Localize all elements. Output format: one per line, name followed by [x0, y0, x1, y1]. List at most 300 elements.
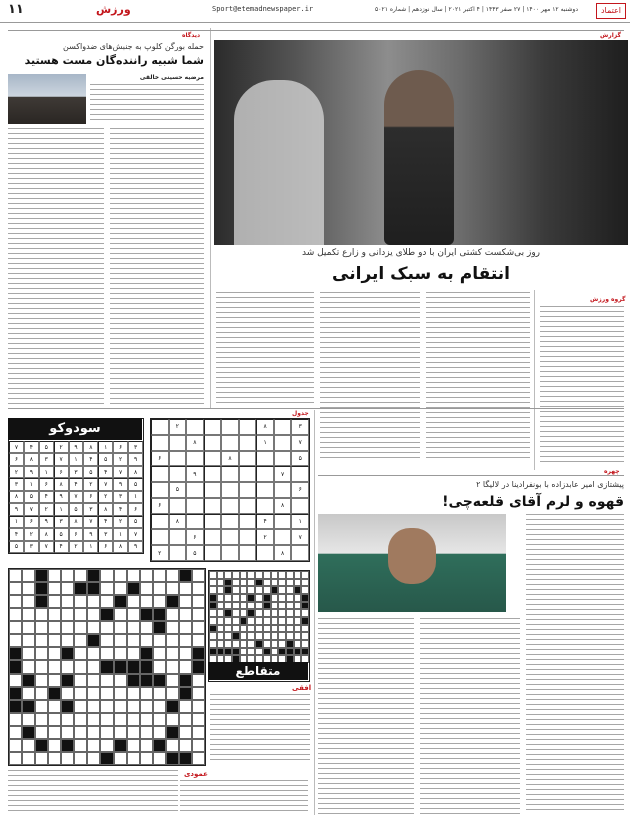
sudoku-cell: ۳ [39, 453, 54, 465]
crossword-cell [263, 640, 271, 648]
sudoku-cell: ۵ [69, 503, 84, 515]
crossword-cell [166, 700, 179, 713]
crossword-cell [209, 648, 217, 656]
sudoku-cell: ۷ [24, 503, 39, 515]
sudoku-cell: ۳ [24, 541, 39, 553]
crossword-cell [61, 647, 74, 660]
sudoku-cell: ۱ [83, 541, 98, 553]
crossword-cell [301, 602, 309, 610]
sudoku-cell: ۶ [54, 466, 69, 478]
sudoku-cell: ۷ [274, 466, 292, 482]
crossword-cell [48, 647, 61, 660]
sudoku-cell [291, 545, 309, 561]
sudoku-cell [291, 498, 309, 514]
sudoku-cell [239, 419, 257, 435]
column-divider [534, 290, 535, 470]
sudoku-cell [274, 529, 292, 545]
crossword-cell [61, 752, 74, 765]
sudoku-cell: ۲ [69, 541, 84, 553]
sudoku-cell: ۳ [83, 503, 98, 515]
crossword-cell [192, 621, 205, 634]
sudoku-cell [239, 451, 257, 467]
crossword-cell [179, 739, 192, 752]
article-text-block [526, 514, 624, 814]
crossword-cell [263, 579, 271, 587]
sudoku-cell: ۷ [9, 441, 24, 453]
crossword-cell [100, 621, 113, 634]
left-overline: حمله بورگن کلوپ به جنبش‌های ضدواکسن [63, 42, 204, 51]
crossword-cell [179, 647, 192, 660]
clues-text [8, 770, 178, 814]
crossword-cell [166, 660, 179, 673]
crossword-cell [9, 752, 22, 765]
crossword-cell [35, 713, 48, 726]
crossword-cell [114, 634, 127, 647]
crossword-cell [48, 660, 61, 673]
crossword-cell [87, 634, 100, 647]
crossword-cell [301, 632, 309, 640]
crossword-cell [22, 608, 35, 621]
crossword-cell [9, 660, 22, 673]
crossword-cell [247, 579, 255, 587]
crossword-cell [232, 602, 240, 610]
crossword-cell [192, 713, 205, 726]
sudoku-cell: ۴ [98, 516, 113, 528]
crossword-cell [61, 595, 74, 608]
crossword-cell [100, 660, 113, 673]
sudoku-cell [186, 451, 204, 467]
sudoku-cell [151, 529, 169, 545]
sudoku-cell: ۹ [9, 503, 24, 515]
sudoku-cell: ۵ [128, 478, 143, 490]
crossword-cell [127, 687, 140, 700]
sudoku-cell: ۲ [9, 466, 24, 478]
crossword-cell [209, 617, 217, 625]
crossword-cell [9, 582, 22, 595]
crossword-cell [255, 586, 263, 594]
crossword-cell [240, 579, 248, 587]
crossword-cell [240, 617, 248, 625]
crossword-cell [232, 648, 240, 656]
crossword-cell [232, 609, 240, 617]
crossword-cell [74, 674, 87, 687]
sudoku-cell: ۸ [9, 491, 24, 503]
crossword-cell [48, 582, 61, 595]
crossword-cell [153, 647, 166, 660]
crossword-cell [192, 595, 205, 608]
crossword-cell [48, 687, 61, 700]
crossword-cell [217, 617, 225, 625]
crossword-cell [153, 569, 166, 582]
sudoku-cell [186, 514, 204, 530]
crossword-cell [87, 608, 100, 621]
sudoku-cell: ۶ [39, 478, 54, 490]
crossword-cell [74, 569, 87, 582]
crossword-cell [271, 594, 279, 602]
crossword-cell [22, 726, 35, 739]
crossword-cell [114, 674, 127, 687]
crossword-cell [166, 595, 179, 608]
crossword-cell [247, 648, 255, 656]
crossword-cell [22, 660, 35, 673]
crossword-cell [100, 595, 113, 608]
crossword-cell [61, 726, 74, 739]
crossword-cell [22, 700, 35, 713]
crossword-cell [35, 674, 48, 687]
crossword-cell [278, 625, 286, 633]
crossword-cell [35, 739, 48, 752]
crossword-cell [232, 632, 240, 640]
crossword-cell [209, 640, 217, 648]
sudoku-cell [169, 498, 187, 514]
crossword-cell [140, 608, 153, 621]
crossword-cell [192, 700, 205, 713]
sudoku-cell [221, 435, 239, 451]
crossword-cell [127, 569, 140, 582]
wrestler-figure [384, 70, 454, 245]
crossword-cell [301, 640, 309, 648]
crossword-cell [35, 647, 48, 660]
column-divider [314, 410, 315, 815]
crossword-cell [286, 594, 294, 602]
sudoku-cell [239, 498, 257, 514]
sudoku-cell: ۷ [113, 466, 128, 478]
crossword-cell [286, 586, 294, 594]
sudoku-cell: ۲ [39, 503, 54, 515]
crossword-cell [247, 571, 255, 579]
crossword-cell [153, 713, 166, 726]
puzzle-kicker: جدول [292, 410, 309, 417]
crossword-cell [286, 640, 294, 648]
sudoku-cell [151, 466, 169, 482]
sudoku-cell: ۸ [186, 435, 204, 451]
crossword-cell [192, 726, 205, 739]
sudoku-cell: ۷ [291, 435, 309, 451]
crossword-cell [255, 625, 263, 633]
crossword-cell [224, 640, 232, 648]
article-text-block [8, 128, 104, 404]
sudoku-cell: ۳ [98, 528, 113, 540]
sudoku-cell [169, 466, 187, 482]
sudoku-cell [186, 419, 204, 435]
vertical-label: عمودی [184, 770, 208, 778]
crossword-cell [232, 625, 240, 633]
crossword-cell [255, 571, 263, 579]
crossword-cell [153, 726, 166, 739]
blurred-figure [234, 80, 324, 245]
crossword-cell [114, 647, 127, 660]
crossword-cell [140, 621, 153, 634]
crossword-cell [87, 700, 100, 713]
crossword-cell [240, 648, 248, 656]
crossword-cell [61, 608, 74, 621]
crossword-cell [48, 608, 61, 621]
crossword-cell [263, 602, 271, 610]
sudoku-cell [221, 498, 239, 514]
sudoku-cell: ۷ [39, 541, 54, 553]
sudoku-cell: ۶ [151, 451, 169, 467]
crossword-cell [127, 647, 140, 660]
crossword-cell [114, 687, 127, 700]
crossword-cell [140, 595, 153, 608]
crossword-cell [301, 594, 309, 602]
crossword-cell [127, 674, 140, 687]
sudoku-cell [204, 451, 222, 467]
crossword-cell [35, 582, 48, 595]
crossword-cell [301, 617, 309, 625]
crossword-cell [35, 700, 48, 713]
crossword-cell [74, 621, 87, 634]
crossword-cell [224, 625, 232, 633]
crossword-cell [224, 571, 232, 579]
crossword-cell [114, 582, 127, 595]
sudoku-cell: ۵ [39, 441, 54, 453]
crossword-cell [153, 621, 166, 634]
crossword-cell [301, 625, 309, 633]
sudoku-cell: ۲ [113, 453, 128, 465]
sudoku-cell [186, 482, 204, 498]
section-title: ورزش [96, 3, 131, 16]
sudoku-cell: ۷ [83, 516, 98, 528]
right-overline: پیشتازی امیر عابدزاده با بونفرادینا در لالیگا ۲ [476, 480, 624, 489]
sudoku-cell: ۶ [24, 516, 39, 528]
crossword-cell [247, 586, 255, 594]
crossword-cell [166, 608, 179, 621]
crossword-cell [166, 647, 179, 660]
article-text-block [320, 292, 420, 462]
crossword-cell [217, 640, 225, 648]
crossword-cell [271, 617, 279, 625]
crossword-cell [9, 595, 22, 608]
crossword-cell [247, 617, 255, 625]
sudoku-cell: ۲ [113, 516, 128, 528]
section-email: Sport@etemadnewspaper.ir [212, 5, 314, 13]
sudoku-cell: ۸ [274, 498, 292, 514]
crossword-cell [294, 579, 302, 587]
crossword-cell [35, 608, 48, 621]
crossword-cell [263, 617, 271, 625]
crossword-cell [61, 569, 74, 582]
sudoku-cell: ۲ [151, 545, 169, 561]
crossword-cell [209, 579, 217, 587]
crossword-cell [22, 595, 35, 608]
sudoku-cell: ۵ [98, 453, 113, 465]
crossword-cell [179, 752, 192, 765]
crossword-cell [294, 617, 302, 625]
sudoku-title: سودوکو [8, 418, 142, 440]
crossword-cell [9, 634, 22, 647]
crossword-cell [179, 608, 192, 621]
right-mid-kicker: چهره [604, 468, 620, 475]
sudoku-cell: ۵ [186, 545, 204, 561]
sudoku-cell: ۵ [169, 482, 187, 498]
crossword-cell [166, 726, 179, 739]
sudoku-cell [256, 498, 274, 514]
player-face [388, 528, 436, 584]
sudoku-cell: ۸ [98, 503, 113, 515]
crossword-cell [294, 609, 302, 617]
crossword-cell [140, 660, 153, 673]
crossword-cell [48, 739, 61, 752]
sudoku-cell [151, 419, 169, 435]
crossword-cell [87, 621, 100, 634]
sudoku-cell: ۳ [128, 441, 143, 453]
crossword-cell [278, 632, 286, 640]
crossword-cell [140, 634, 153, 647]
crossword-cell [179, 726, 192, 739]
dateline: دوشنبه ۱۲ مهر ۱۴۰۰ | ۲۷ صفر ۱۴۴۳ | ۴ اکتبر ۲۰۲۱ | سال نوزدهم | شماره ۵۰۲۱ [375, 6, 578, 13]
crossword-cell [192, 660, 205, 673]
crossword-cell [22, 674, 35, 687]
sudoku-cell: ۴ [98, 466, 113, 478]
sudoku-cell: ۷ [69, 491, 84, 503]
crossword-cell [87, 687, 100, 700]
crossword-cell [217, 632, 225, 640]
crossword-cell [224, 632, 232, 640]
crossword-cell [35, 752, 48, 765]
crossword-cell [140, 674, 153, 687]
crossword-cell [100, 739, 113, 752]
crossword-cell [153, 582, 166, 595]
page-number: ۱۱ [8, 2, 24, 17]
crossword-cell [48, 595, 61, 608]
crossword-cell [114, 660, 127, 673]
sudoku-cell: ۱ [256, 435, 274, 451]
crossword-cell [100, 634, 113, 647]
sudoku-puzzle-grid [150, 418, 310, 562]
crossword-cell [61, 621, 74, 634]
sudoku-cell [151, 482, 169, 498]
sudoku-cell [204, 435, 222, 451]
sudoku-cell [204, 482, 222, 498]
crossword-cell [74, 647, 87, 660]
sudoku-cell [256, 451, 274, 467]
crossword-cell [74, 726, 87, 739]
crossword-cell [140, 647, 153, 660]
article-text-block [216, 292, 314, 404]
sudoku-cell [256, 466, 274, 482]
crossword-cell [9, 687, 22, 700]
crossword-cell [153, 674, 166, 687]
crossword-cell [153, 752, 166, 765]
crossword-cell [22, 713, 35, 726]
crossword-cell [48, 752, 61, 765]
crossword-cell [278, 571, 286, 579]
sudoku-cell [239, 482, 257, 498]
crossword-cell [9, 608, 22, 621]
crossword-large [8, 568, 206, 766]
crossword-cell [166, 739, 179, 752]
crossword-cell [87, 647, 100, 660]
article-text-block [420, 618, 520, 814]
crossword-cell [61, 634, 74, 647]
crossword-cell [192, 739, 205, 752]
crossword-cell [48, 674, 61, 687]
crossword-cell [209, 609, 217, 617]
crossword-cell [209, 602, 217, 610]
sudoku-cell [291, 466, 309, 482]
crossword-cell [286, 602, 294, 610]
crossword-cell [217, 579, 225, 587]
crossword-cell [240, 640, 248, 648]
crossword-cell [179, 713, 192, 726]
crossword-cell [179, 595, 192, 608]
sudoku-cell [221, 482, 239, 498]
crossword-cell [61, 582, 74, 595]
sudoku-cell: ۶ [98, 541, 113, 553]
crossword-cell [278, 617, 286, 625]
sudoku-cell [274, 482, 292, 498]
crossword-cell [217, 609, 225, 617]
crossword-cell [278, 579, 286, 587]
crossword-cell [87, 569, 100, 582]
crossword-cell [247, 594, 255, 602]
sudoku-cell [169, 435, 187, 451]
sudoku-cell [221, 514, 239, 530]
crossword-cell [286, 617, 294, 625]
crossword-cell [192, 674, 205, 687]
player-photo [318, 514, 506, 612]
crossword-cell [232, 640, 240, 648]
sudoku-cell: ۲ [54, 441, 69, 453]
crossword-cell [294, 625, 302, 633]
sudoku-cell: ۲ [169, 419, 187, 435]
crossword-cell [192, 687, 205, 700]
crossword-cell [192, 569, 205, 582]
crossword-cell [286, 632, 294, 640]
crossword-cell [232, 571, 240, 579]
crossword-cell [278, 648, 286, 656]
sudoku-cell: ۸ [169, 514, 187, 530]
sudoku-cell: ۱ [291, 514, 309, 530]
sudoku-cell [274, 514, 292, 530]
crossword-cell [61, 739, 74, 752]
sudoku-cell: ۸ [24, 453, 39, 465]
crossword-cell [192, 582, 205, 595]
article-text-block [318, 618, 414, 814]
sudoku-cell: ۱ [24, 478, 39, 490]
crossword-cell [278, 602, 286, 610]
sudoku-cell: ۳ [113, 491, 128, 503]
crossword-cell [240, 632, 248, 640]
crossword-cell [87, 582, 100, 595]
crossword-cell [74, 713, 87, 726]
sudoku-cell: ۵ [128, 516, 143, 528]
sudoku-cell [256, 482, 274, 498]
crossword-cell [240, 602, 248, 610]
crossword-cell [35, 569, 48, 582]
crossword-cell [22, 647, 35, 660]
crossword-cell [255, 594, 263, 602]
crossword-cell [166, 674, 179, 687]
crossword-cell [87, 595, 100, 608]
crossword-cell [278, 640, 286, 648]
crossword-cell [192, 647, 205, 660]
sudoku-cell [239, 435, 257, 451]
crossword-cell [140, 713, 153, 726]
sudoku-cell: ۶ [151, 498, 169, 514]
crossword-cell [286, 571, 294, 579]
crossword-cell [224, 579, 232, 587]
crossword-cell [87, 674, 100, 687]
crossword-cell [153, 739, 166, 752]
crossword-cell [271, 571, 279, 579]
crossword-cell [140, 700, 153, 713]
right-top-kicker: گروه ورزش [590, 296, 626, 303]
sudoku-cell: ۷ [98, 478, 113, 490]
rule [8, 408, 624, 409]
crossword-cell [217, 625, 225, 633]
